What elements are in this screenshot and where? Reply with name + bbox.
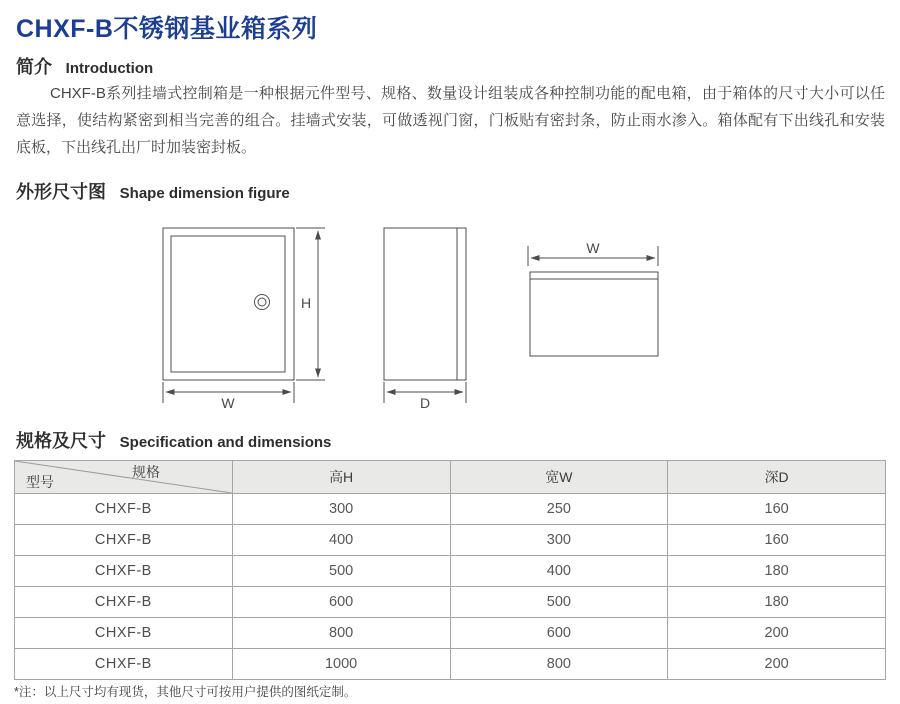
table-row [15,649,886,680]
column-header-height: 高H [232,461,450,494]
dimension-drawing-svg [0,205,900,417]
column-header-width: 宽W [450,461,668,494]
table-row [15,556,886,587]
cell-depth: 160 [668,494,886,525]
intro-heading-zh: 简介 [16,57,52,77]
intro-heading-en: Introduction [65,60,154,77]
shape-dimension-figure [0,205,900,417]
cell-model: CHXF-B [15,525,233,556]
cell-width: 600 [450,618,668,649]
column-header-depth: 深D [668,461,886,494]
cell-depth: 200 [668,649,886,680]
table-row [15,525,886,556]
shape-heading-en: Shape dimension figure [119,185,290,202]
cell-height: 300 [232,494,450,525]
cell-height: 400 [232,525,450,556]
cell-model: CHXF-B [15,494,233,525]
cell-depth: 160 [668,525,886,556]
cell-width: 800 [450,649,668,680]
cell-model: CHXF-B [15,649,233,680]
spec-table-header-row [15,461,886,494]
intro-section-heading [16,52,153,80]
table-note: *注：以上尺寸均有现货，其他尺寸可按用户提供的图纸定制。 [14,685,357,699]
shape-heading-zh: 外形尺寸图 [16,182,106,202]
cell-height: 600 [232,587,450,618]
intro-paragraph: CHXF-B系列挂墙式控制箱是一种根据元件型号、规格、数量设计组装成各种控制功能的配电箱，由于箱体的尺寸大小可以任意选择，使结构紧密到相当完善的组合。挂墙式安装，可做透视门窗，门板贴有密封条，防止雨水渗入。箱体配有下出线孔和安装底板，下出线孔出厂时加装密封板。 [16,85,885,156]
cell-width: 250 [450,494,668,525]
cell-height: 500 [232,556,450,587]
table-row [15,587,886,618]
dim-label-depth: D [419,395,431,411]
spec-heading-zh: 规格及尺寸 [16,431,106,451]
cell-model: CHXF-B [15,587,233,618]
door-lock-icon [258,298,266,306]
cell-height: 800 [232,618,450,649]
spec-section-heading [16,426,331,454]
front-view-drawing [163,228,325,403]
dim-label-top-width: W [586,240,600,256]
corner-label-spec: 规格 [132,464,161,480]
cell-depth: 200 [668,618,886,649]
corner-label-model: 型号 [26,474,54,490]
side-view-drawing [384,228,466,403]
spec-heading-en: Specification and dimensions [119,434,332,451]
top-view-drawing [528,246,658,356]
cell-model: CHXF-B [15,556,233,587]
cell-depth: 180 [668,556,886,587]
dim-label-front-width: W [221,395,235,411]
corner-header-cell [15,461,233,494]
door-lock-icon [255,295,270,310]
cell-model: CHXF-B [15,618,233,649]
shape-section-heading [16,177,290,205]
cell-width: 400 [450,556,668,587]
spec-table [14,460,886,680]
dim-label-height: H [300,295,312,311]
cell-width: 300 [450,525,668,556]
cell-height: 1000 [232,649,450,680]
table-row [15,494,886,525]
cell-depth: 180 [668,587,886,618]
page-title: CHXF-B不锈钢基业箱系列 [16,15,318,43]
cell-width: 500 [450,587,668,618]
table-row [15,618,886,649]
